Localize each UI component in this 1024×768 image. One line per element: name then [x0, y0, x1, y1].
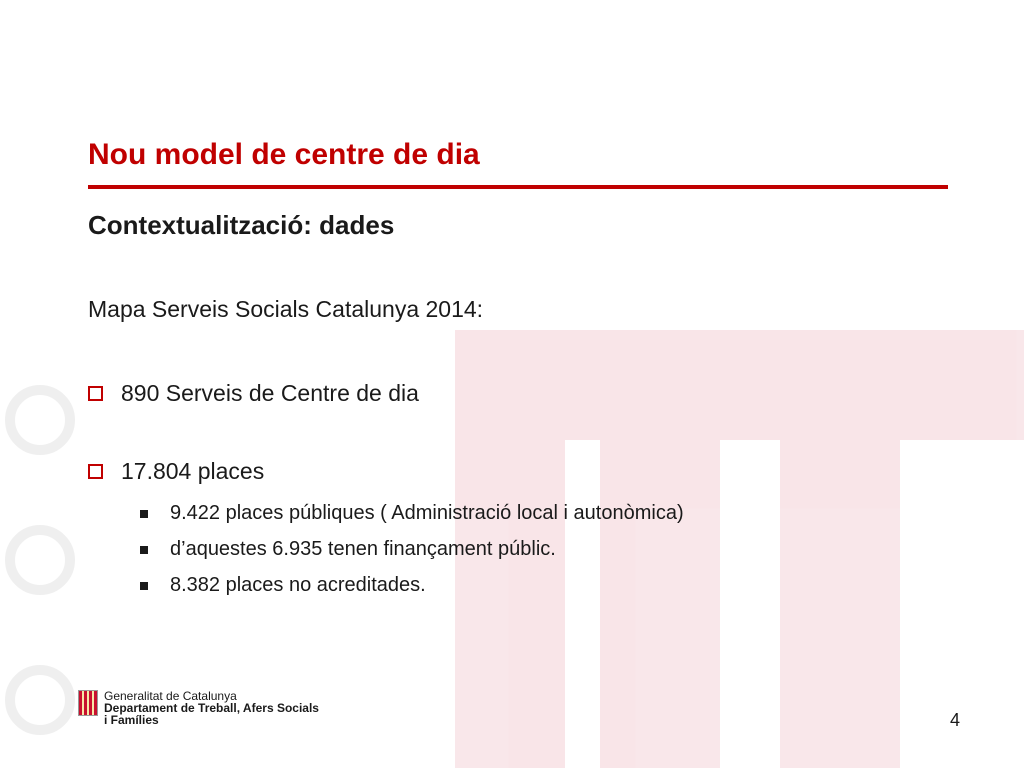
- sub-bullet-text: 8.382 places no acreditades.: [170, 574, 426, 596]
- bullet-text: 17.804 places: [121, 458, 265, 484]
- footer-line-2: Departament de Treball, Afers Socials: [104, 701, 319, 715]
- footer-text: [104, 690, 319, 726]
- slide-subtitle: Contextualització: dades: [88, 210, 395, 240]
- sub-bullet-item: [140, 574, 426, 597]
- title-divider: [88, 185, 948, 189]
- intro-text: Mapa Serveis Socials Catalunya 2014:: [88, 296, 484, 322]
- bullet-text: 890 Serveis de Centre de dia: [121, 380, 419, 406]
- footer-line-1: Generalitat de Catalunya: [104, 689, 237, 703]
- sub-bullet-item: [140, 502, 684, 525]
- hollow-square-bullet-icon: [88, 386, 103, 401]
- footer-line-3: i Famílies: [104, 713, 159, 727]
- filled-square-bullet-icon: [140, 510, 148, 518]
- page-number: 4: [950, 710, 961, 730]
- slide-title: Nou model de centre de dia: [88, 138, 480, 171]
- sub-bullet-text: 9.422 places públiques ( Administració local i autonòmica): [170, 502, 684, 524]
- bullet-item: [88, 458, 264, 485]
- senyera-logo-icon: [78, 690, 98, 716]
- filled-square-bullet-icon: [140, 546, 148, 554]
- footer-branding: [78, 690, 319, 726]
- sub-bullet-item: [140, 538, 556, 561]
- hollow-square-bullet-icon: [88, 464, 103, 479]
- sub-bullet-text: d’aquestes 6.935 tenen finançament públic.: [170, 538, 556, 560]
- bullet-item: [88, 380, 419, 407]
- filled-square-bullet-icon: [140, 582, 148, 590]
